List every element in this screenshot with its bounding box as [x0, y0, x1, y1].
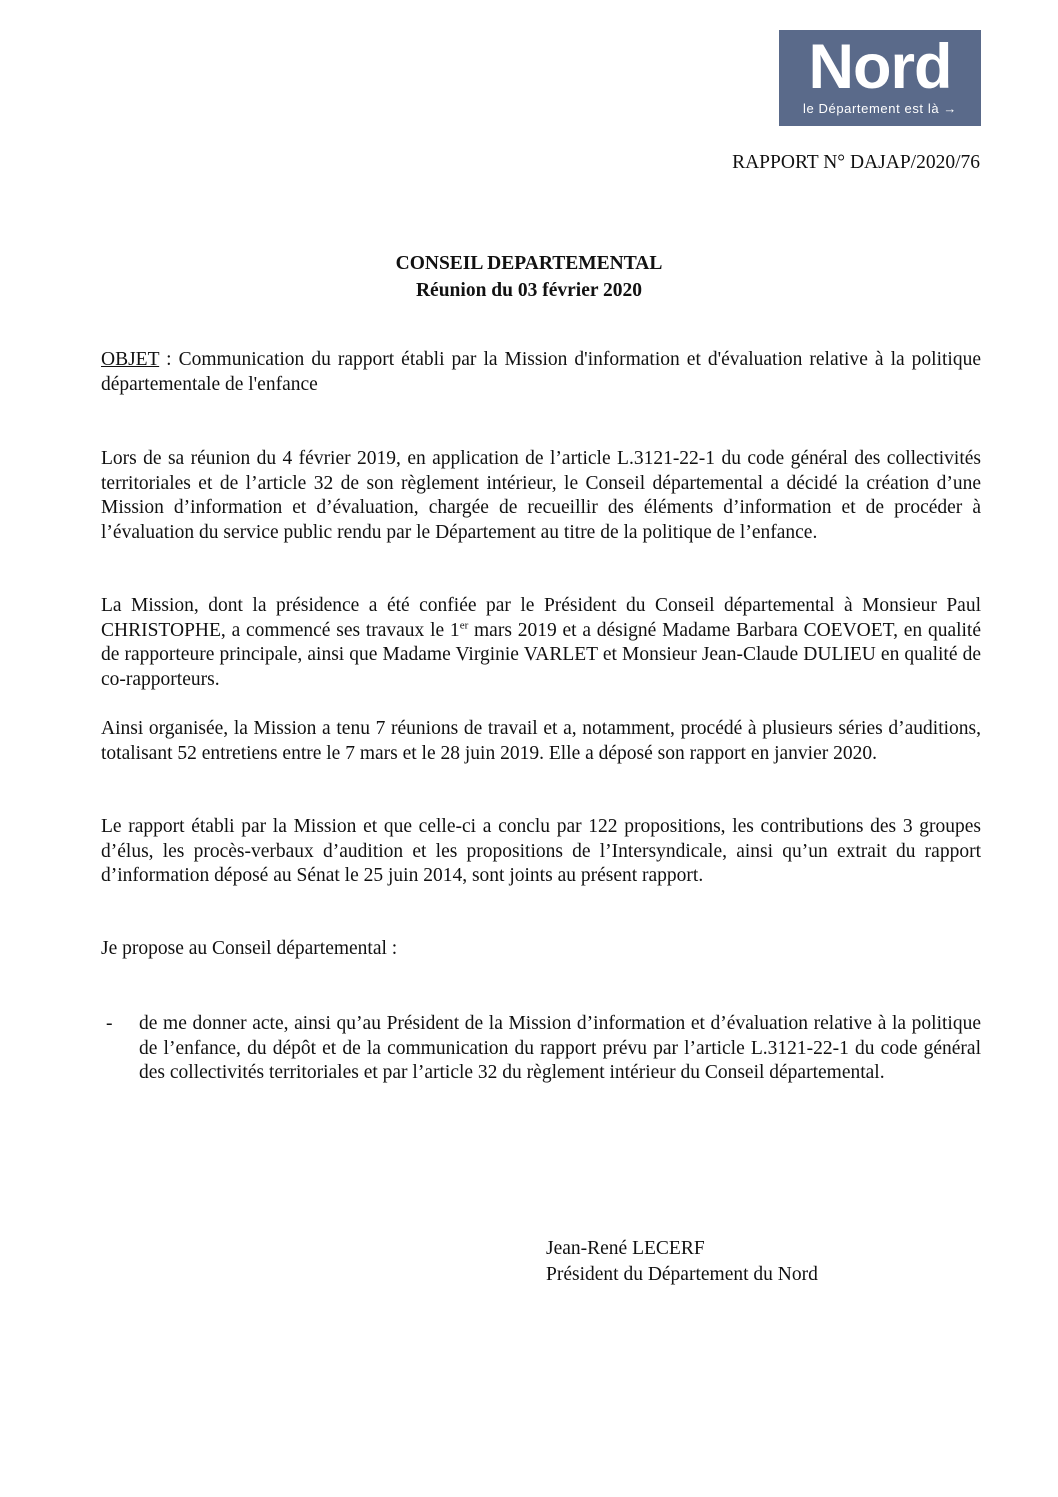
logo-wordmark: Nord	[808, 32, 952, 102]
paragraph-proposal-intro: Je propose au Conseil départemental :	[101, 938, 398, 959]
paragraph-report-contents: Le rapport établi par la Mission et que celle-ci a conclu par 122 propositions, les contributions des 3 groupes d’élus, les procès-verbaux d’audition et les propositions de l’Intersyndicale, ainsi qu’un extrait du rapport d’information déposé au Sénat le 25 juin 2014, sont joints au présent rapport.	[101, 816, 981, 886]
object-text: : Communication du rapport établi par la Mission d'information et d'évaluation relative à la politique départementale de l'enfance	[101, 349, 981, 395]
paragraph-organisation: Ainsi organisée, la Mission a tenu 7 réunions de travail et a, notamment, procédé à plusieurs séries d’auditions, totalisant 52 entretiens entre le 7 mars et le 28 juin 2019. Elle a déposé son rapport en janvier 2020.	[101, 718, 981, 764]
signatory-name: Jean-René LECERF	[546, 1238, 705, 1259]
nord-logo	[779, 30, 981, 126]
object-paragraph	[101, 348, 981, 397]
heading-council: CONSEIL DEPARTEMENTAL	[395, 253, 663, 274]
paragraph-mission-part1: La Mission, dont la présidence a été confiée par le Président du Conseil départemental à Monsieur Paul CHRISTOPHE, a commencé ses travaux le 1	[101, 595, 981, 641]
object-label: OBJET	[101, 349, 160, 370]
list-dash: -	[106, 1013, 113, 1034]
paragraph-mission-part2: mars 2019 et a désigné Madame Barbara COEVOET, en qualité de rapporteure principale, ainsi que Madame Virginie VARLET et Monsieur Jean-Claude DULIEU en qualité de co-rapporteurs.	[101, 619, 982, 690]
paragraph-context: Lors de sa réunion du 4 février 2019, en application de l’article L.3121-22-1 du code général des collectivités territoriales et de l’article 32 de son règlement intérieur, le Conseil départemental a décidé la création d’une Mission d’information et d’évaluation, chargée de recueillir des éléments d’information et de procéder à l’évaluation du service public rendu par le Département au titre de la politique de l’enfance.	[101, 448, 981, 543]
logo-tagline: le Département est là →	[803, 101, 957, 116]
signature-block	[546, 1236, 818, 1288]
proposal-text: de me donner acte, ainsi qu’au Président de la Mission d’information et d’évaluation relative à la politique de l’enfance, du dépôt et de la communication du rapport prévu par l’article L.3121-22-1 du code général des collectivités territoriales et par l’article 32 du règlement intérieur du Conseil départemental.	[139, 1013, 981, 1083]
heading-meeting-date: Réunion du 03 février 2020	[415, 280, 643, 301]
paragraph-mission	[101, 594, 981, 692]
ordinal-superscript: er	[459, 619, 469, 631]
proposal-list-item	[101, 1012, 981, 1086]
document-heading	[0, 250, 1058, 304]
signatory-title: Président du Département du Nord	[546, 1264, 818, 1285]
report-number: RAPPORT N° DAJAP/2020/76	[732, 152, 980, 173]
